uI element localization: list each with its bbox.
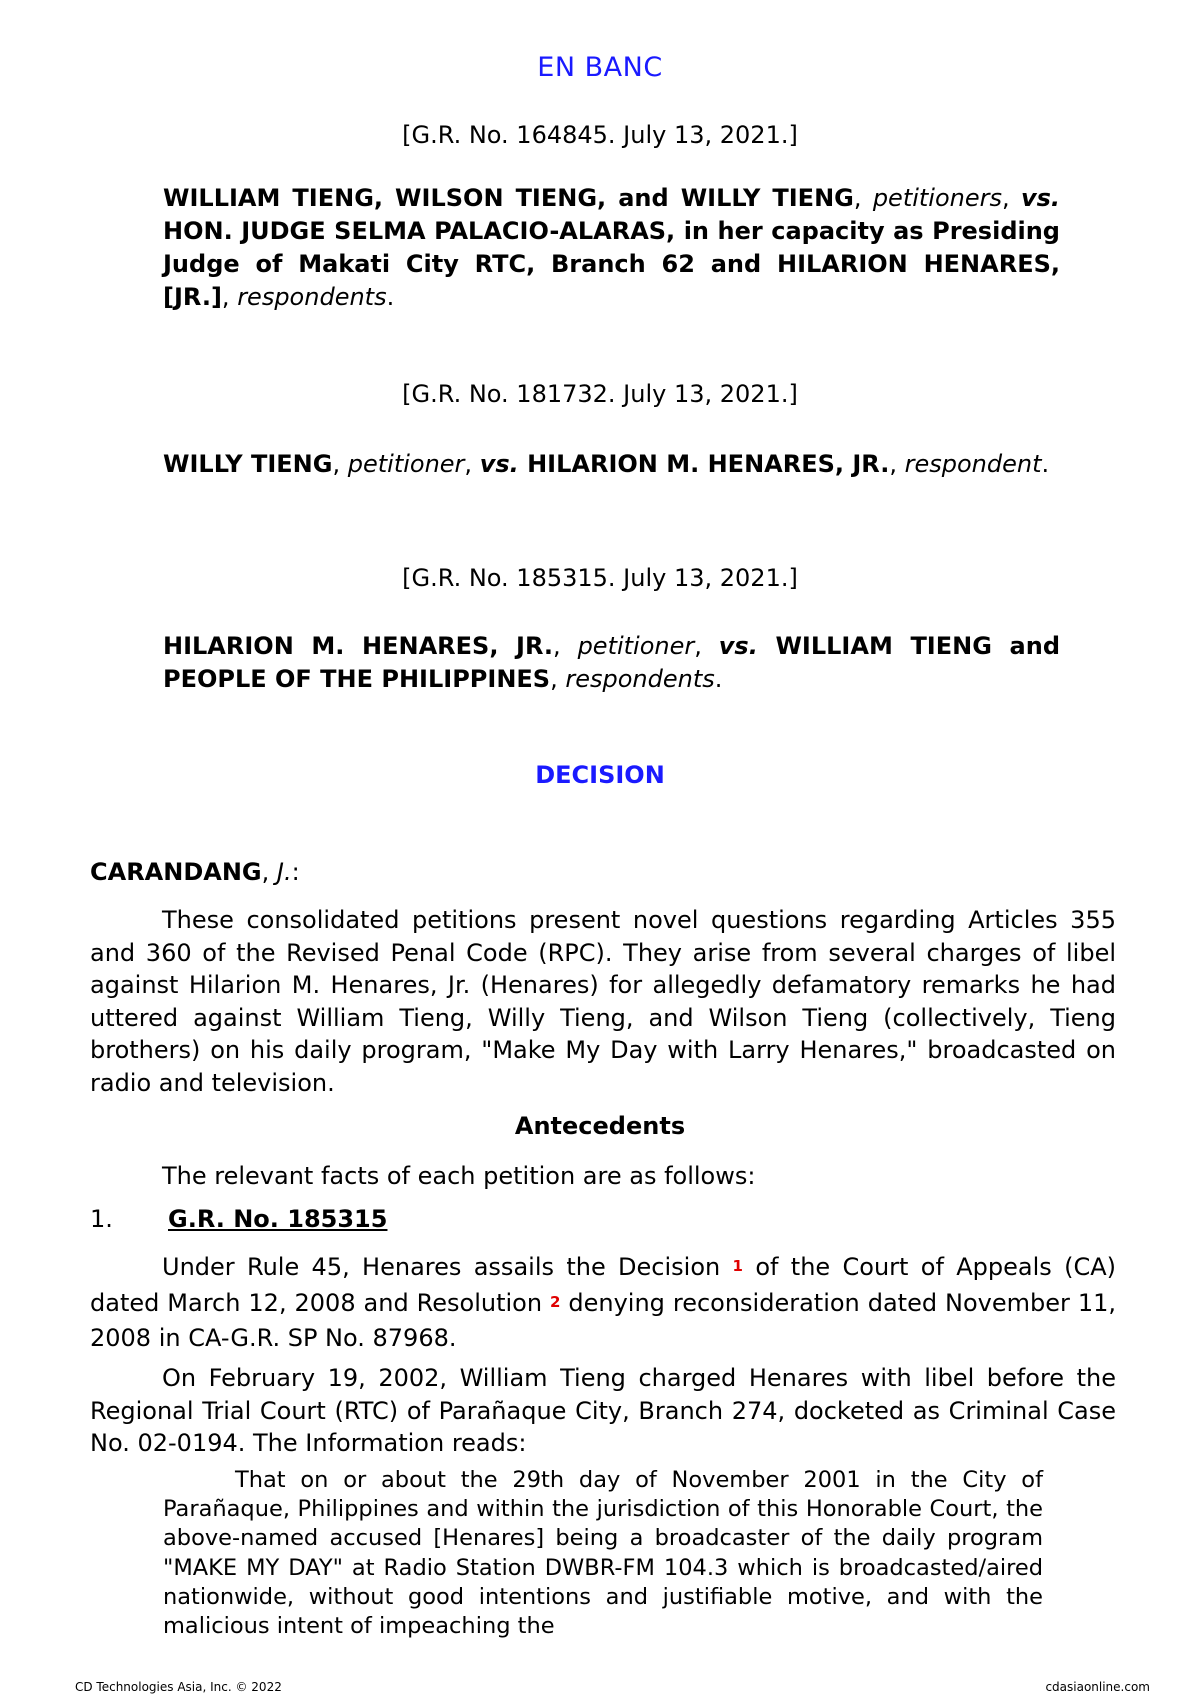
- case-2-role-respondent: respondent: [904, 450, 1042, 478]
- case-3-end: .: [714, 665, 723, 693]
- case-1-sep3: ,: [221, 283, 238, 311]
- case-2-caption: [163, 448, 1060, 481]
- case-3-gr-number: [G.R. No. 185315. July 13, 2021.]: [402, 564, 798, 592]
- case-2-sep2: ,: [464, 450, 480, 478]
- footnote-1-link[interactable]: 1: [732, 1257, 743, 1275]
- rule45-text-a: Under Rule 45, Henares assails the Decision: [162, 1253, 733, 1281]
- case-3-role-petitioner: petitioner: [577, 632, 695, 660]
- case-2-petitioner: WILLY TIENG: [163, 450, 333, 478]
- case-1-respondents: HON. JUDGE SELMA PALACIO-ALARAS, in her capacity as Presiding Judge of Makati City RTC, Branch 62 and HILARION HENARES, [JR.]: [163, 217, 1060, 311]
- antecedents-heading: Antecedents: [514, 1112, 686, 1140]
- case-1-end: .: [386, 283, 395, 311]
- case-1-caption: [163, 182, 1060, 314]
- case-3-respondents: WILLIAM TIENG and PEOPLE OF THE PHILIPPINES: [163, 632, 1060, 693]
- list-title: G.R. No. 185315: [168, 1205, 388, 1233]
- case-1-role-petitioners: petitioners: [872, 184, 1002, 212]
- ponente-sep: ,: [261, 858, 277, 886]
- rule45-text-c: denying reconsideration dated November 11, 2008 in CA-G.R. SP No. 87968.: [90, 1288, 1116, 1352]
- list-number: 1.: [90, 1205, 113, 1233]
- case-2-end: .: [1041, 450, 1050, 478]
- decision-heading: DECISION: [535, 761, 665, 789]
- case-3-sep1: ,: [553, 632, 578, 660]
- ponente-line: [90, 858, 300, 886]
- case-2-gr-number: [G.R. No. 181732. July 13, 2021.]: [402, 380, 798, 408]
- case-2-sep3: ,: [889, 450, 905, 478]
- case-3-sep3: ,: [550, 665, 566, 693]
- case-1-sep2: ,: [1002, 184, 1021, 212]
- case-3-vs: vs.: [718, 632, 758, 660]
- case-2-role-petitioner: petitioner: [347, 450, 465, 478]
- case-1-petitioners: WILLIAM TIENG, WILSON TIENG, and WILLY TIENG: [163, 184, 854, 212]
- case-3-role-respondents: respondents: [565, 665, 715, 693]
- ponente-end: :: [291, 858, 300, 886]
- intro-paragraph: These consolidated petitions present novel questions regarding Articles 355 and 360 of the Revised Penal Code (RPC). They arise from several charges of libel against Hilarion M. Henares, Jr. (Henares) for allegedly defamatory remarks he had uttered against William Tieng, Willy Tieng, and Wilson Tieng (collectively, Tieng brothers) on his daily program, "Make My Day with Larry Henares," broadcasted on radio and television.: [90, 906, 1116, 1097]
- case-2-sep1: ,: [332, 450, 348, 478]
- case-1-role-respondents: respondents: [237, 283, 387, 311]
- case-1-gr-number: [G.R. No. 164845. July 13, 2021.]: [402, 121, 798, 149]
- facts-intro-paragraph: The relevant facts of each petition are as follows:: [162, 1162, 756, 1190]
- charge-paragraph: On February 19, 2002, William Tieng charged Henares with libel before the Regional Trial Court (RTC) of Parañaque City, Branch 274, docketed as Criminal Case No. 02-0194. The Information reads:: [90, 1364, 1116, 1457]
- case-1-sep1: ,: [853, 184, 873, 212]
- case-3-caption: [163, 630, 1060, 696]
- footer-copyright: CD Technologies Asia, Inc. © 2022: [75, 1680, 282, 1694]
- case-2-respondent: HILARION M. HENARES, JR.: [518, 450, 890, 478]
- ponente-title: J.: [276, 858, 292, 886]
- court-division-heading: EN BANC: [537, 52, 663, 83]
- ponente-name: CARANDANG: [90, 858, 262, 886]
- case-1-vs: vs.: [1020, 184, 1060, 212]
- list-heading-1: [90, 1205, 387, 1233]
- rule45-paragraph: [90, 1251, 1116, 1355]
- case-3-petitioner: HILARION M. HENARES, JR.: [163, 632, 554, 660]
- information-quote: That on or about the 29th day of November 2001 in the City of Parañaque, Philippines and within the jurisdiction of this Honorable Court, the above-named accused [Henares] being a broadcaster of the daily program "MAKE MY DAY" at Radio Station DWBR-FM 104.3 which is broadcasted/aired nationwide, without good intentions and justifiable motive, and with the malicious intent of impeaching the: [163, 1467, 1043, 1640]
- footnote-2-link[interactable]: 2: [550, 1292, 561, 1311]
- footer-site[interactable]: cdasiaonline.com: [1045, 1680, 1150, 1694]
- case-3-sep2: ,: [694, 632, 719, 660]
- rule45-text-b: of the Court of Appeals (CA) dated March 12, 2008 and Resolution: [90, 1253, 1116, 1317]
- case-2-vs: vs.: [479, 450, 519, 478]
